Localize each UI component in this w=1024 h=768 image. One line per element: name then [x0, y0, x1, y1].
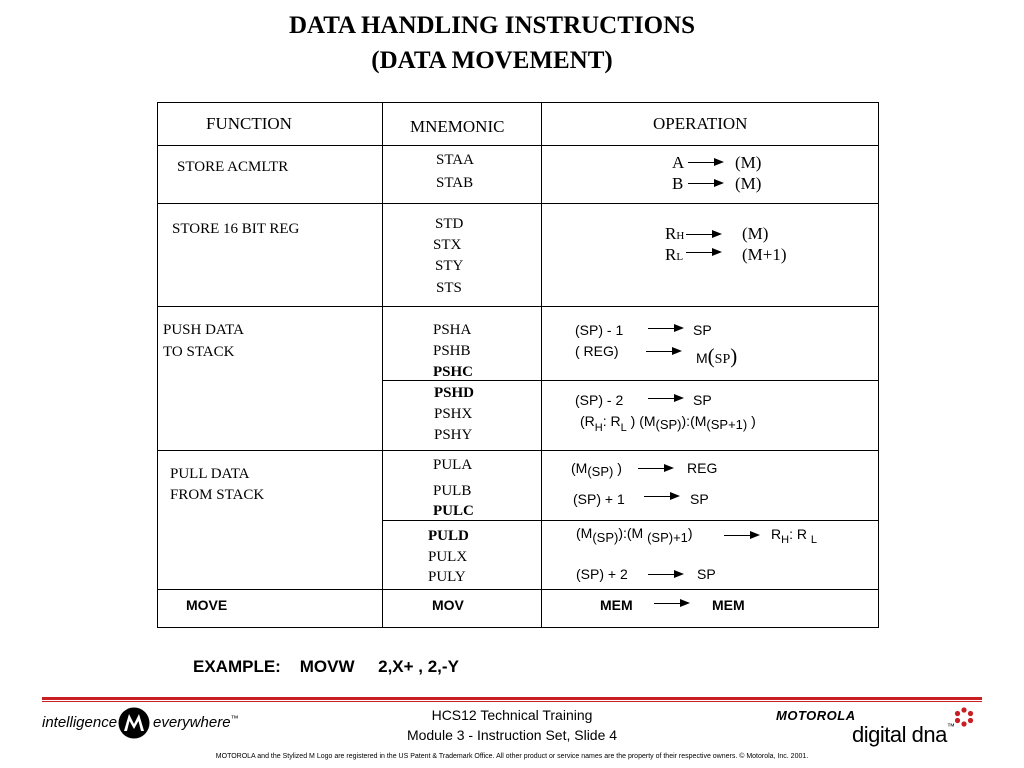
op-reg: ( REG) [575, 343, 619, 359]
footer-divider [42, 697, 982, 700]
op-sp: SP [693, 322, 712, 338]
op-pull-word: (M(SP)):(M (SP)+1) [576, 525, 693, 545]
mnemonic-pshx: PSHX [434, 406, 473, 422]
mnemonic-psha: PSHA [433, 322, 472, 338]
op-a: A [672, 153, 685, 172]
footer-slide-info: Module 3 - Instruction Set, Slide 4 [406, 727, 618, 743]
op-m-sp: (M(SP) ) [571, 460, 622, 479]
op-sp-minus-2: (SP) - 2 [575, 392, 624, 408]
arrow-icon [644, 493, 680, 501]
function-push-l2: TO STACK [163, 344, 235, 360]
mnemonic-sty: STY [435, 258, 464, 274]
header-operation: OPERATION [653, 114, 748, 133]
footer-divider [42, 701, 982, 702]
mnemonic-puld: PULD [428, 528, 469, 544]
arrow-icon [686, 249, 722, 257]
mnemonic-staa: STAA [436, 152, 474, 168]
mnemonic-stx: STX [433, 237, 462, 253]
mnemonic-mov: MOV [432, 597, 464, 613]
function-store-acmltr: STORE ACMLTR [177, 159, 289, 175]
arrow-icon [648, 571, 684, 579]
op-rh-rl: $R_H$: R $_L$ [771, 526, 817, 546]
op-b: B [672, 174, 684, 193]
function-pull-l2: FROM STACK [170, 487, 265, 503]
op-push-word: ($R_H$: $R_L$ ) (M(SP)):(M(SP+1) ) [580, 413, 756, 434]
arrow-icon [638, 465, 674, 473]
mnemonic-pshb: PSHB [433, 343, 471, 359]
mnemonic-std: STD [435, 216, 464, 232]
function-store-16bit: STORE 16 BIT REG [172, 221, 300, 237]
mnemonic-pulx: PULX [428, 549, 468, 565]
slogan-intelligence: intelligence [42, 714, 118, 731]
op-sp-minus-1: (SP) - 1 [575, 322, 624, 338]
op-mem-dst: MEM [712, 597, 745, 613]
op-m-sp: M(SP) [696, 344, 738, 368]
mnemonic-pshd: PSHD [434, 385, 475, 401]
brand-digitaldna: digital dna™ [852, 722, 955, 747]
op-rl: RL [665, 245, 684, 264]
legal-notice: MOTOROLA and the Stylized M Logo are registered in the US Patent & Trademark Office. All other product or service names are the property of their respective owners. © Motorola, Inc. 2001. [215, 753, 809, 760]
mnemonic-pshy: PSHY [434, 427, 473, 443]
mnemonic-puly: PULY [428, 569, 466, 585]
footer-course-title: HCS12 Technical Training [431, 707, 593, 723]
arrow-icon [724, 532, 760, 540]
mnemonic-pulc: PULC [433, 503, 474, 519]
arrow-icon [688, 159, 724, 167]
arrow-icon [654, 600, 690, 608]
op-sp: SP [693, 392, 712, 408]
mnemonic-sts: STS [436, 280, 462, 296]
mnemonic-pulb: PULB [433, 483, 472, 499]
op-m: (M) [735, 153, 762, 172]
op-m-plus-1: (M+1) [742, 245, 787, 264]
arrow-icon [648, 395, 684, 403]
op-m: (M) [735, 174, 762, 193]
op-sp-plus-2: (SP) + 2 [576, 566, 628, 582]
slogan-everywhere: everywhere™ [153, 714, 239, 731]
mnemonic-pula: PULA [433, 457, 473, 473]
mnemonic-stab: STAB [436, 175, 474, 191]
op-m: (M) [742, 224, 769, 243]
op-sp-plus-1: (SP) + 1 [573, 491, 625, 507]
arrow-icon [646, 348, 682, 356]
op-sp: SP [690, 491, 709, 507]
dna-asterisk-icon [954, 707, 974, 727]
arrow-icon [686, 231, 722, 239]
op-mem-src: MEM [600, 597, 633, 613]
mnemonic-pshc: PSHC [433, 364, 474, 380]
function-pull-l1: PULL DATA [170, 466, 250, 482]
header-mnemonic: MNEMONIC [410, 117, 505, 136]
slide-title-line1: DATA HANDLING INSTRUCTIONS [288, 12, 696, 39]
header-function: FUNCTION [206, 114, 292, 133]
example-text: EXAMPLE: MOVW 2,X+ , 2,-Y [193, 657, 459, 676]
op-rh: RH [665, 224, 685, 243]
function-move: MOVE [186, 597, 228, 613]
op-sp: SP [697, 566, 716, 582]
arrow-icon [688, 180, 724, 188]
function-push-l1: PUSH DATA [163, 322, 244, 338]
motorola-logo-icon [118, 707, 150, 739]
arrow-icon [648, 325, 684, 333]
op-reg: REG [687, 460, 718, 476]
slide-title-line2: (DATA MOVEMENT) [371, 47, 613, 74]
brand-motorola: MOTOROLA [776, 708, 856, 723]
